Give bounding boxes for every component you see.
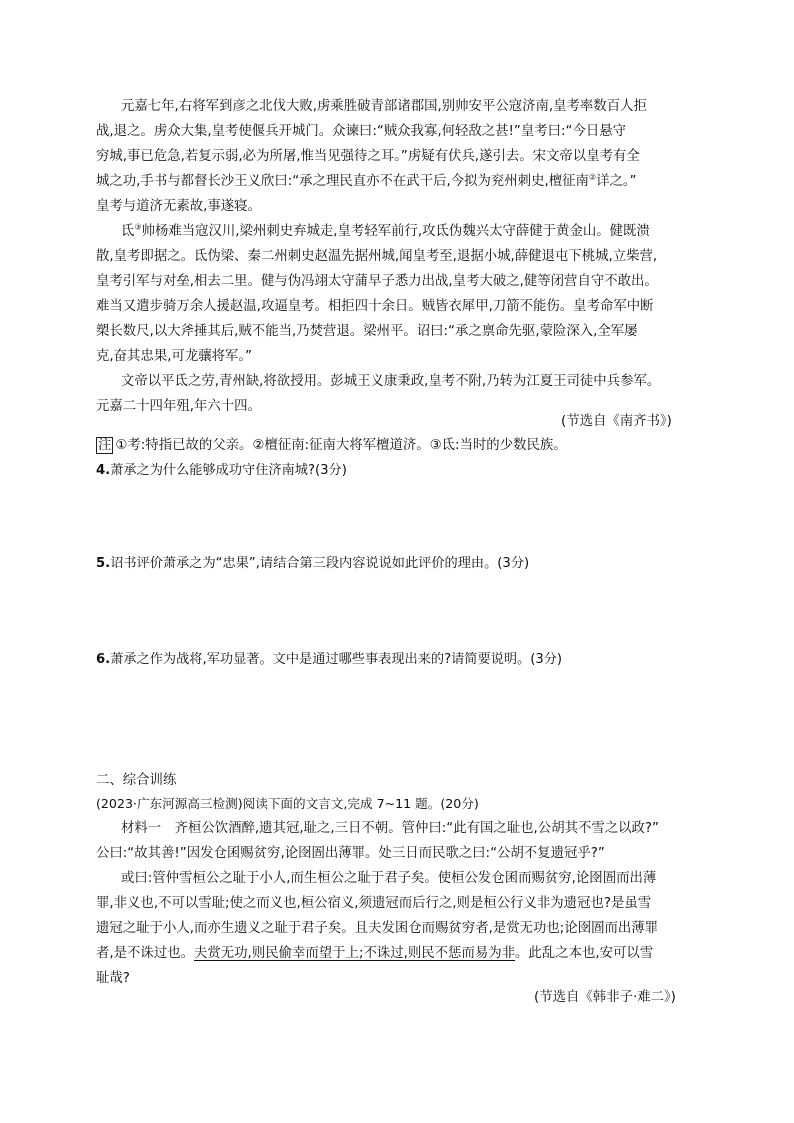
text-line: 元嘉七年,右将军到彦之北伐大败,虏乘胜破青部诸郡国,别帅安平公寇济南,皇考率数百人拒: [121, 99, 647, 114]
text-line: 耻哉?: [96, 971, 130, 986]
text-line: 罪,非义也,不可以雪耻;使之而义也,桓公宿义,须遗冠而后行之,则是桓公行义非为遗冠也?是虽雪: [96, 896, 652, 911]
text-line: 槊长数尺,以大斧捶其后,贼不能当,乃焚营退。梁州平。诏曰:“承之禀命先驱,蒙险深入,全军屡: [96, 324, 638, 339]
text-line: 或曰:管仲雪桓公之耻于小人,而生桓公之耻于君子矣。使桓公发仓囷而赐贫穷,论囹圄而出薄: [121, 871, 657, 886]
section-heading: 二、综合训练: [96, 773, 177, 788]
question-5: 5.诏书评价萧承之为“忠果”,请结合第三段内容说说如此评价的理由。(3分): [96, 556, 530, 571]
source-citation: (节选自《韩非子·难二》): [534, 990, 676, 1005]
text-line: 遗冠之耻于小人,而亦生遗义之耻于君子矣。且夫发囷仓而赐贫穷者,是赏无功也;论囹圄而出薄罪: [96, 921, 659, 936]
text-line: 元嘉二十四年殂,年六十四。: [96, 399, 261, 414]
question-4: 4.萧承之为什么能够成功守住济南城?(3分): [96, 463, 347, 478]
text-line: 克,奋其忠果,可龙骧将军。”: [96, 349, 253, 364]
text-line: 穷城,事已危急,若复示弱,必为所屠,惟当见强待之耳。”虏疑有伏兵,遂引去。宋文帝以皇考有全: [96, 149, 640, 164]
text-line: 文帝以平氐之劳,青州缺,将欲授用。彭城王义康秉政,皇考不附,乃转为江夏王司徒中兵参军。: [121, 374, 661, 389]
text-line: 氐③帅杨难当寇汉川,梁州刺史弃城走,皇考轻军前行,攻氐伪魏兴太守薛健于黄金山。健既溃: [121, 222, 650, 239]
text-line: 公曰:“故其善!”因发仓囷赐贫穷,论囹圄出薄罪。处三日而民歌之曰:“公胡不复遗冠乎?”: [96, 846, 605, 861]
text-line: 材料一 齐桓公饮酒醉,遗其冠,耻之,三日不朝。管仲曰:“此有国之耻也,公胡其不雪之以政?”: [121, 821, 659, 836]
text-line: 者,是不诛过也。夫赏无功,则民偷幸而望于上;不诛过,则民不惩而易为非。此乱之本也,安可以雪: [96, 946, 654, 961]
text-line: 散,皇考即据之。氐伪梁、秦二州刺史赵温先据州城,闻皇考至,退据小城,薛健退屯下桃城,立柴营,: [96, 249, 658, 264]
text-line: 皇考与道济无素故,事遂寝。: [96, 199, 261, 214]
text-line: 战,退之。虏众大集,皇考使偃兵开城门。众谏曰:“贼众我寡,何轻敌之甚!”皇考曰:“今日悬守: [96, 124, 627, 139]
text-line: 城之功,手书与都督长沙王义欣曰:“承之理民直亦不在武干后,今拟为兖州刺史,檀征南②详之。”: [96, 172, 637, 189]
question-6: 6.萧承之作为战将,军功显著。文中是通过哪些事表现出来的?请简要说明。(3分): [96, 652, 563, 667]
source-citation: (节选自《南齐书》): [561, 414, 672, 429]
underlined-text: 夫赏无功,则民偷幸而望于上;不诛过,则民不惩而易为非: [194, 946, 516, 961]
note-label: 注: [98, 438, 112, 453]
text-line: 难当又遣步骑万余人援赵温,攻逼皇考。相拒四十余日。贼皆衣犀甲,刀箭不能伤。皇考命军中断: [96, 299, 654, 314]
text-line: 皇考引军与对垒,相去二里。健与伪冯翊太守蒲早子悉力出战,皇考大破之,健等闭营自守不敢出。: [96, 274, 658, 289]
section-instruction: (2023·广东河源高三检测)阅读下面的文言文,完成 7~11 题。(20分): [96, 796, 479, 811]
annotation-notes: 注 ①考:特指已故的父亲。②檀征南:征南大将军檀道济。③氐:当时的少数民族。: [98, 438, 567, 453]
